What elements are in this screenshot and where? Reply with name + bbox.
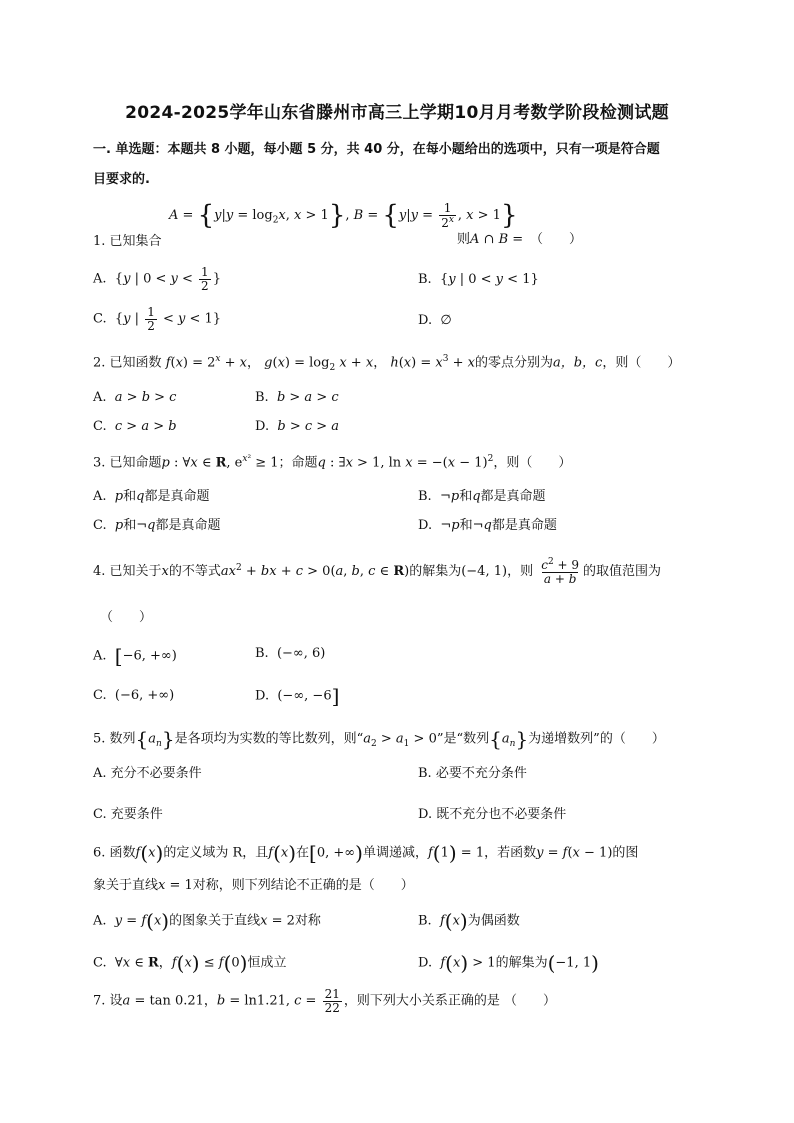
q6-option-b: B. f(x)为偶函数	[418, 909, 520, 933]
q4-paren: （ ）	[100, 610, 153, 625]
q4-option-b: B. (−∞, 6)	[255, 646, 326, 661]
q6-option-a: A. y = f(x)的图象关于直线x = 2对称	[93, 909, 321, 933]
page-title: 2024-2025学年山东省滕州市高三上学期10月月考数学阶段检测试题	[125, 103, 669, 123]
q6-option-c: C. ∀x ∈ R，f(x) ≤ f(0)恒成立	[93, 951, 287, 975]
q2-option-b: B. b > a > c	[255, 390, 339, 405]
q3-option-b: B. ¬p和q都是真命题	[418, 489, 546, 504]
section-heading-line2: 目要求的.	[93, 172, 150, 187]
q1-stem: 1. 已知集合	[93, 234, 162, 249]
q2-option-c: C. c > a > b	[93, 419, 177, 434]
q2-stem: 2. 已知函数 $f(x) = 2^x + x$， $g(x) = \log_2 x + x$， $h(x) = x^3 + x$的零点分别为a，b，c，则（ ）	[93, 354, 681, 373]
q2-option-a: A. a > b > c	[93, 390, 177, 405]
q4-option-c: C. (−6, +∞)	[93, 688, 175, 703]
q5-stem: 5. 数列$\{a_n\}$是各项均为实数的等比数列，则“$a_2 > a_1 > 0$”是“数列$\{a_n\}$为递增数列”的（ ）	[93, 727, 665, 751]
q5-option-b: B. 必要不充分条件	[418, 766, 527, 781]
q4-stem: 4. 已知关于x的不等式$ax^2$ + bx + c > 0(a, b, c ∈ R)的解集为(−4, 1)，则 $\frac{c^2 + 9}{a + b}$ 的取值范围为	[93, 557, 662, 586]
q5-option-d: D. 既不充分也不必要条件	[418, 807, 567, 822]
q6-option-d: D. f(x) > 1的解集为(−1, 1)	[418, 951, 599, 975]
q1-option-a: A. {y | 0 < y < $\frac{1}{2}$ }	[93, 265, 221, 293]
q7-stem: 7. 设a = tan 0.21，b = ln1.21, c = $\frac{21}{22}$ ，则下列大小关系正确的是 （ ）	[93, 987, 557, 1015]
q1-option-b: B. {y | 0 < y < 1}	[418, 272, 539, 287]
q1-paren: （ ）	[530, 232, 583, 247]
q4-option-d: D. (−∞, −6]	[255, 684, 340, 708]
q1-tail: 则A ∩ B =	[457, 232, 524, 247]
q2-option-d: D. b > c > a	[255, 419, 340, 434]
q1-option-c: C. {y | $\frac{1}{2}$ < y < 1}	[93, 305, 222, 333]
q6-stem-line1: 6. 函数f(x)的定义域为 R，且f(x)在[0, +∞)单调递减，f(1) = 1，若函数y = f(x − 1)的图	[93, 841, 639, 865]
q1-option-d: D. ∅	[418, 313, 452, 328]
q3-option-d: D. ¬p和¬q都是真命题	[418, 518, 557, 533]
q5-option-a: A. 充分不必要条件	[93, 766, 202, 781]
q6-stem-line2: 象关于直线x = 1对称，则下列结论不正确的是（ ）	[93, 878, 414, 893]
q5-option-c: C. 充要条件	[93, 807, 163, 822]
q4-option-a: A. [−6, +∞)	[93, 644, 177, 668]
section-heading-line1: 一. 单选题：本题共 8 小题，每小题 5 分，共 40 分，在每小题给出的选项中，只有一项是符合题	[93, 142, 660, 157]
q3-option-c: C. p和¬q都是真命题	[93, 518, 221, 533]
q3-option-a: A. p和q都是真命题	[93, 489, 210, 504]
q1-sets-formula: $A = \{y|y = \log_2x$, x > 1}, B = {y|y = $\frac{1}{2^x}$ , x > 1}	[169, 200, 518, 231]
q3-stem: 3. 已知命题p : ∀x ∈ R, $e^{x^2} \ge 1$；命题q : ∃x > 1, $\ln x = -(x - 1)^2$，则（ ）	[93, 454, 572, 471]
